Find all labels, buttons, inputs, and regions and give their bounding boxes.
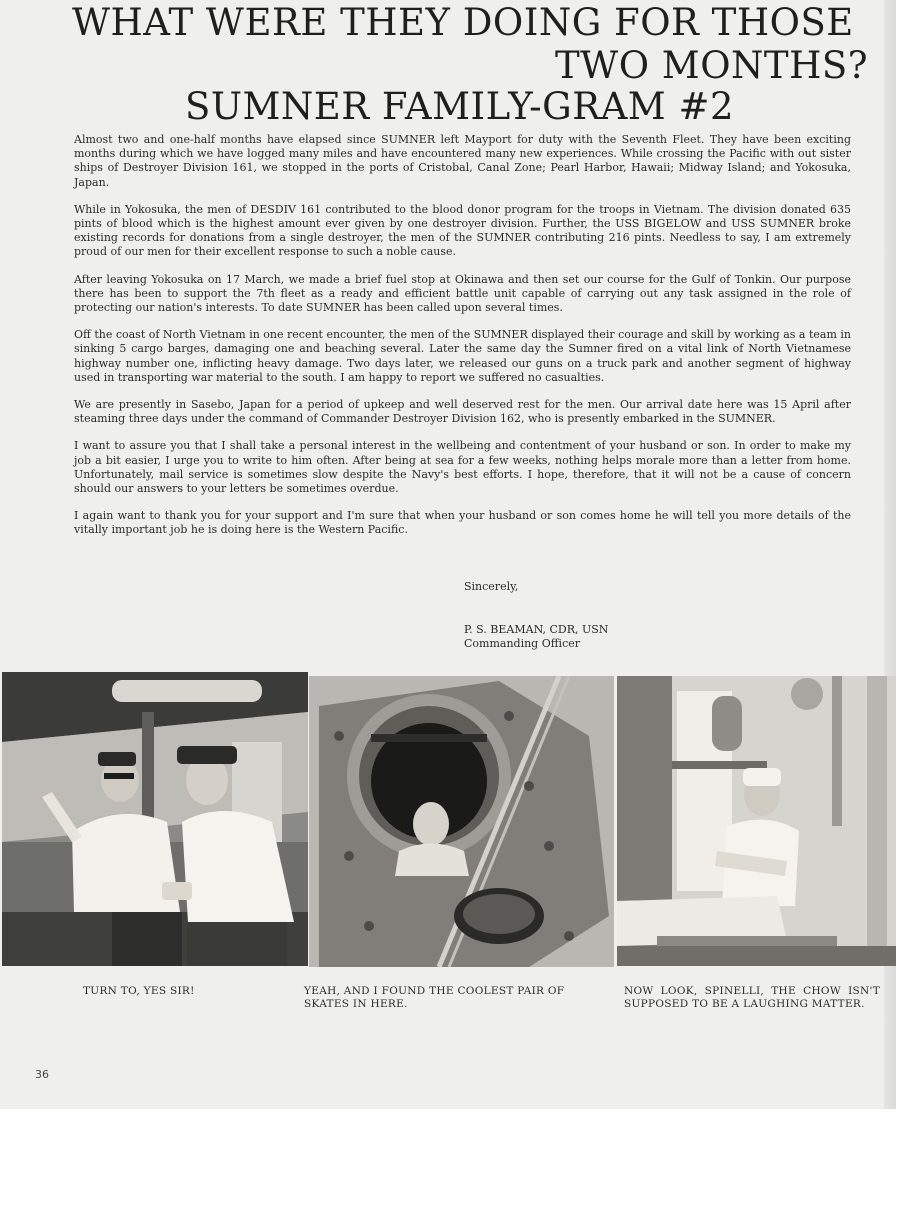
- paragraph: Off the coast of North Vietnam in one recent encounter, the men of the SUMNER displayed their courage and skill by working as a team in sinking 5 cargo barges, damaging one and beaching several. Later the same day the Sumner fired on a vital link of North Vietnamese highway number one, inflicting heavy damage. Two days later, we released our guns on a truck park and another segment of highway used in transporting war material to the south. I am happy to report we suffered no casualties.: [74, 328, 851, 384]
- photo-cook-seated: [617, 676, 896, 966]
- headline-line-2: TWO MONTHS?: [555, 44, 869, 87]
- paragraph: I again want to thank you for your support and I'm sure that when your husband or son comes home he will tell you more details of the vitally important job he is doing here is the Western Pacific.: [74, 509, 851, 537]
- paragraph: While in Yokosuka, the men of DESDIV 161 contributed to the blood donor program for the troops in Vietnam. The division donated 635 pints of blood which is the highest amount ever given by one destroyer division. Further, the USS BIGELOW and USS SUMNER broke existing records for donations from a single destroyer, the men of the SUMNER contributing 216 pints. Needless to say, I am extremely proud of our men for their excellent response to such a noble cause.: [74, 202, 851, 259]
- headline-line-1: WHAT WERE THEY DOING FOR THOSE: [72, 1, 854, 44]
- photo-sailors-on-deck: [2, 672, 308, 966]
- photo-sailor-in-hatch: [309, 676, 614, 967]
- page-number: 36: [35, 1068, 49, 1081]
- signoff-name: P. S. BEAMAN, CDR, USN: [464, 623, 609, 636]
- paragraph: We are presently in Sasebo, Japan for a period of upkeep and well deserved rest for the men. Our arrival date here was 15 April after steaming three days under the command of Commander Destroyer Division 162, who is presently embarked in the SUMNER.: [74, 398, 851, 426]
- caption-photo-1: TURN TO, YES SIR!: [83, 985, 195, 997]
- signoff-closing: Sincerely,: [464, 580, 519, 593]
- signoff-title: Commanding Officer: [464, 637, 581, 650]
- paragraph: I want to assure you that I shall take a personal interest in the wellbeing and contentment of your husband or son. In order to make my job a bit easier, I urge you to write to him often. After being at sea for a few weeks, nothing helps morale more than a letter from home. Unfortunately, mail service is sometimes slow despite the Navy's best efforts. I hope, therefore, that it will not be a cause of concern should our answers to your letters be sometimes overdue.: [74, 439, 851, 496]
- letter-body: [74, 133, 851, 551]
- headline-line-3: SUMNER FAMILY-GRAM #2: [185, 85, 734, 128]
- caption-photo-2: YEAH, AND I FOUND THE COOLEST PAIR OF SKATES IN HERE.: [304, 985, 565, 1011]
- paragraph: After leaving Yokosuka on 17 March, we made a brief fuel stop at Okinawa and then set our course for the Gulf of Tonkin. Our purpose there has been to support the 7th fleet as a ready and efficient battle unit capable of carrying out any task assigned in the role of protecting our nation's interests. To date SUMNER has been called upon several times.: [74, 272, 851, 315]
- paragraph: Almost two and one-half months have elapsed since SUMNER left Mayport for duty with the Seventh Fleet. They have been exciting months during which we have logged many miles and have encountered many new experiences. While crossing the Pacific with out sister ships of Destroyer Division 161, we stopped in the ports of Cristobal, Canal Zone; Pearl Harbor, Hawaii; Midway Island; and Yokosuka, Japan.: [74, 133, 851, 189]
- caption-photo-3: NOW LOOK, SPINELLI, THE CHOW ISN'T SUPPOSED TO BE A LAUGHING MATTER.: [624, 985, 880, 1011]
